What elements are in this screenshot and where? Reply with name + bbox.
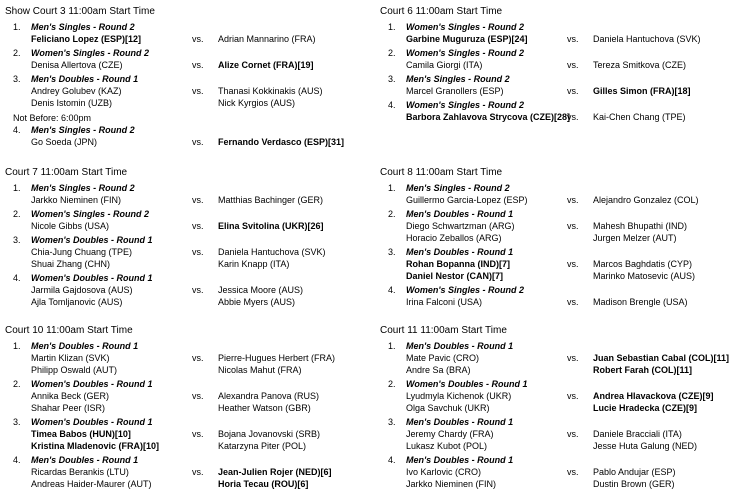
match-number: 3. (13, 235, 21, 245)
match-number: 1. (13, 183, 21, 193)
match (380, 378, 738, 414)
match-number: 3. (388, 417, 396, 427)
opponent: Mahesh Bhupathi (IND) (593, 221, 688, 231)
opponent: Daniela Hantuchova (SVK) (218, 247, 326, 257)
match (380, 99, 738, 123)
vs-label: vs. (192, 391, 204, 401)
match-number: 3. (388, 247, 396, 257)
player: Mate Pavic (CRO) (406, 353, 480, 363)
match-event: Women's Doubles - Round 1 (406, 379, 528, 389)
match (5, 112, 365, 148)
court-7 (5, 166, 365, 308)
match-number: 4. (388, 455, 396, 465)
match (380, 182, 738, 206)
player-partner: Andreas Haider-Maurer (AUT) (31, 479, 152, 489)
opponent: Elina Svitolina (UKR)[26] (218, 221, 324, 231)
vs-label: vs. (192, 137, 204, 147)
opponent-partner: Nick Kyrgios (AUS) (218, 98, 296, 108)
vs-label: vs. (567, 353, 579, 363)
vs-label: vs. (567, 467, 579, 477)
match-number: 2. (13, 48, 21, 58)
match (5, 234, 365, 270)
vs-label: vs. (567, 112, 579, 122)
vs-label: vs. (192, 247, 204, 257)
match-number: 1. (388, 22, 396, 32)
opponent: Pierre-Hugues Herbert (FRA) (218, 353, 336, 363)
vs-label: vs. (567, 297, 579, 307)
opponent: Daniele Bracciali (ITA) (593, 429, 682, 439)
match-number: 2. (388, 209, 396, 219)
match (5, 272, 365, 308)
match (380, 284, 738, 308)
player: Chia-Jung Chuang (TPE) (31, 247, 133, 257)
vs-label: vs. (567, 429, 579, 439)
vs-label: vs. (567, 34, 579, 44)
match-event: Women's Singles - Round 2 (31, 48, 149, 58)
player: Garbine Muguruza (ESP)[24] (406, 34, 528, 44)
vs-label: vs. (192, 429, 204, 439)
player-partner: Kristina Mladenovic (FRA)[10] (31, 441, 160, 451)
player-partner: Shahar Peer (ISR) (31, 403, 106, 413)
match (5, 208, 365, 232)
player-partner: Philipp Oswald (AUT) (31, 365, 118, 375)
opponent: Kai-Chen Chang (TPE) (593, 112, 686, 122)
opponent: Marcos Baghdatis (CYP) (593, 259, 693, 269)
opponent-partner: Marinko Matosevic (AUS) (593, 271, 696, 281)
match-number: 1. (388, 183, 396, 193)
match (5, 47, 365, 71)
player-partner: Horacio Zeballos (ARG) (406, 233, 502, 243)
opponent-partner: Jurgen Melzer (AUT) (593, 233, 677, 243)
match-number: 2. (13, 209, 21, 219)
match (380, 208, 738, 244)
court-title: Court 7 11:00am Start Time (5, 167, 128, 178)
match-event: Women's Singles - Round 2 (406, 48, 524, 58)
player-partner: Ajla Tomljanovic (AUS) (31, 297, 123, 307)
vs-label: vs. (567, 221, 579, 231)
court-title: Court 6 11:00am Start Time (380, 6, 503, 17)
opponent: Alejandro Gonzalez (COL) (593, 195, 699, 205)
match-number: 2. (13, 379, 21, 389)
match (5, 73, 365, 109)
match-event: Men's Singles - Round 2 (406, 183, 510, 193)
player-partner: Jarkko Nieminen (FIN) (406, 479, 497, 489)
player: Marcel Granollers (ESP) (406, 86, 504, 96)
opponent: Pablo Andujar (ESP) (593, 467, 676, 477)
match-event: Men's Singles - Round 2 (31, 125, 135, 135)
player: Guillermo Garcia-Lopez (ESP) (406, 195, 528, 205)
match-event: Men's Singles - Round 2 (406, 74, 510, 84)
match (380, 21, 738, 45)
match-number: 4. (13, 455, 21, 465)
opponent-partner: Dustin Brown (GER) (593, 479, 675, 489)
opponent-partner: Katarzyna Piter (POL) (218, 441, 307, 451)
player: Feliciano Lopez (ESP)[12] (31, 34, 142, 44)
court-8 (380, 166, 738, 308)
player: Andrey Golubev (KAZ) (31, 86, 122, 96)
opponent: Alexandra Panova (RUS) (218, 391, 320, 401)
not-before-note: Not Before: 6:00pm (13, 113, 92, 123)
player-partner: Andre Sa (BRA) (406, 365, 471, 375)
match-number: 1. (13, 22, 21, 32)
match-event: Women's Doubles - Round 1 (31, 273, 153, 283)
match-number: 3. (13, 417, 21, 427)
match (380, 73, 738, 97)
opponent: Matthias Bachinger (GER) (218, 195, 324, 205)
opponent: Fernando Verdasco (ESP)[31] (218, 137, 345, 147)
vs-label: vs. (192, 467, 204, 477)
player: Annika Beck (GER) (31, 391, 110, 401)
match (5, 182, 365, 206)
court-10 (5, 324, 365, 490)
vs-label: vs. (192, 195, 204, 205)
player: Jarmila Gajdosova (AUS) (31, 285, 133, 295)
court-show-court-3 (5, 5, 365, 148)
vs-label: vs. (567, 195, 579, 205)
match (380, 47, 738, 71)
opponent-partner: Robert Farah (COL)[11] (593, 365, 693, 375)
vs-label: vs. (567, 391, 579, 401)
player: Denisa Allertova (CZE) (31, 60, 123, 70)
match-event: Men's Doubles - Round 1 (31, 74, 139, 84)
match-number: 2. (388, 379, 396, 389)
player: Martin Klizan (SVK) (31, 353, 110, 363)
match (380, 454, 738, 490)
opponent: Jessica Moore (AUS) (218, 285, 304, 295)
player: Go Soeda (JPN) (31, 137, 98, 147)
player: Nicole Gibbs (USA) (31, 221, 110, 231)
court-title: Show Court 3 11:00am Start Time (5, 6, 155, 17)
player: Ricardas Berankis (LTU) (31, 467, 129, 477)
court-title: Court 10 11:00am Start Time (5, 325, 133, 336)
match-number: 3. (388, 74, 396, 84)
match-number: 4. (388, 100, 396, 110)
player-partner: Denis Istomin (UZB) (31, 98, 113, 108)
player: Camila Giorgi (ITA) (406, 60, 483, 70)
match (380, 416, 738, 452)
match (5, 378, 365, 414)
opponent-partner: Horia Tecau (ROU)[6] (218, 479, 309, 489)
player: Timea Babos (HUN)[10] (31, 429, 131, 439)
opponent-partner: Jesse Huta Galung (NED) (593, 441, 698, 451)
opponent-partner: Nicolas Mahut (FRA) (218, 365, 302, 375)
match-number: 4. (13, 273, 21, 283)
opponent: Andrea Hlavackova (CZE)[9] (593, 391, 714, 401)
player: Jeremy Chardy (FRA) (406, 429, 494, 439)
match-number: 4. (13, 125, 21, 135)
match-number: 3. (13, 74, 21, 84)
match-event: Men's Doubles - Round 1 (31, 455, 139, 465)
vs-label: vs. (567, 60, 579, 70)
match-event: Women's Doubles - Round 1 (31, 235, 153, 245)
match (5, 21, 365, 45)
player: Ivo Karlovic (CRO) (406, 467, 482, 477)
match-number: 4. (388, 285, 396, 295)
opponent: Daniela Hantuchova (SVK) (593, 34, 701, 44)
match (5, 454, 365, 490)
court-11 (380, 324, 738, 490)
vs-label: vs. (192, 285, 204, 295)
match-event: Men's Singles - Round 2 (31, 183, 135, 193)
match-event: Men's Singles - Round 2 (31, 22, 135, 32)
opponent: Tereza Smitkova (CZE) (593, 60, 687, 70)
player: Diego Schwartzman (ARG) (406, 221, 515, 231)
match-event: Men's Doubles - Round 1 (406, 247, 514, 257)
match-event: Men's Doubles - Round 1 (406, 341, 514, 351)
opponent: Bojana Jovanovski (SRB) (218, 429, 321, 439)
opponent-partner: Karin Knapp (ITA) (218, 259, 290, 269)
match (380, 246, 738, 282)
match (5, 340, 365, 376)
player: Lyudmyla Kichenok (UKR) (406, 391, 512, 401)
match-event: Women's Singles - Round 2 (406, 100, 524, 110)
opponent-partner: Lucie Hradecka (CZE)[9] (593, 403, 698, 413)
court-title: Court 11 11:00am Start Time (380, 325, 507, 336)
opponent: Thanasi Kokkinakis (AUS) (218, 86, 323, 96)
vs-label: vs. (192, 60, 204, 70)
player-partner: Olga Savchuk (UKR) (406, 403, 490, 413)
vs-label: vs. (192, 34, 204, 44)
player: Barbora Zahlavova Strycova (CZE)[28] (406, 112, 571, 122)
opponent: Madison Brengle (USA) (593, 297, 688, 307)
court-title: Court 8 11:00am Start Time (380, 167, 503, 178)
match-number: 1. (13, 341, 21, 351)
match (5, 416, 365, 452)
opponent: Adrian Mannarino (FRA) (218, 34, 316, 44)
vs-label: vs. (192, 221, 204, 231)
opponent: Jean-Julien Rojer (NED)[6] (218, 467, 332, 477)
opponent-partner: Heather Watson (GBR) (218, 403, 311, 413)
opponent: Juan Sebastian Cabal (COL)[11] (593, 353, 730, 363)
match-number: 2. (388, 48, 396, 58)
opponent: Alize Cornet (FRA)[19] (218, 60, 314, 70)
player: Rohan Bopanna (IND)[7] (406, 259, 510, 269)
opponent-partner: Abbie Myers (AUS) (218, 297, 296, 307)
match-number: 1. (388, 341, 396, 351)
court-6 (380, 5, 738, 123)
match (380, 340, 738, 376)
player: Jarkko Nieminen (FIN) (31, 195, 122, 205)
match-event: Women's Doubles - Round 1 (31, 379, 153, 389)
player-partner: Lukasz Kubot (POL) (406, 441, 488, 451)
match-event: Women's Doubles - Round 1 (31, 417, 153, 427)
vs-label: vs. (567, 259, 579, 269)
vs-label: vs. (567, 86, 579, 96)
match-event: Women's Singles - Round 2 (406, 22, 524, 32)
vs-label: vs. (192, 86, 204, 96)
match-event: Men's Doubles - Round 1 (406, 417, 514, 427)
player: Irina Falconi (USA) (406, 297, 483, 307)
match-event: Men's Doubles - Round 1 (406, 455, 514, 465)
player-partner: Shuai Zhang (CHN) (31, 259, 111, 269)
opponent: Gilles Simon (FRA)[18] (593, 86, 691, 96)
vs-label: vs. (192, 353, 204, 363)
player-partner: Daniel Nestor (CAN)[7] (406, 271, 504, 281)
match-event: Women's Singles - Round 2 (31, 209, 149, 219)
match-event: Men's Doubles - Round 1 (31, 341, 139, 351)
match-event: Women's Singles - Round 2 (406, 285, 524, 295)
match-event: Men's Doubles - Round 1 (406, 209, 514, 219)
